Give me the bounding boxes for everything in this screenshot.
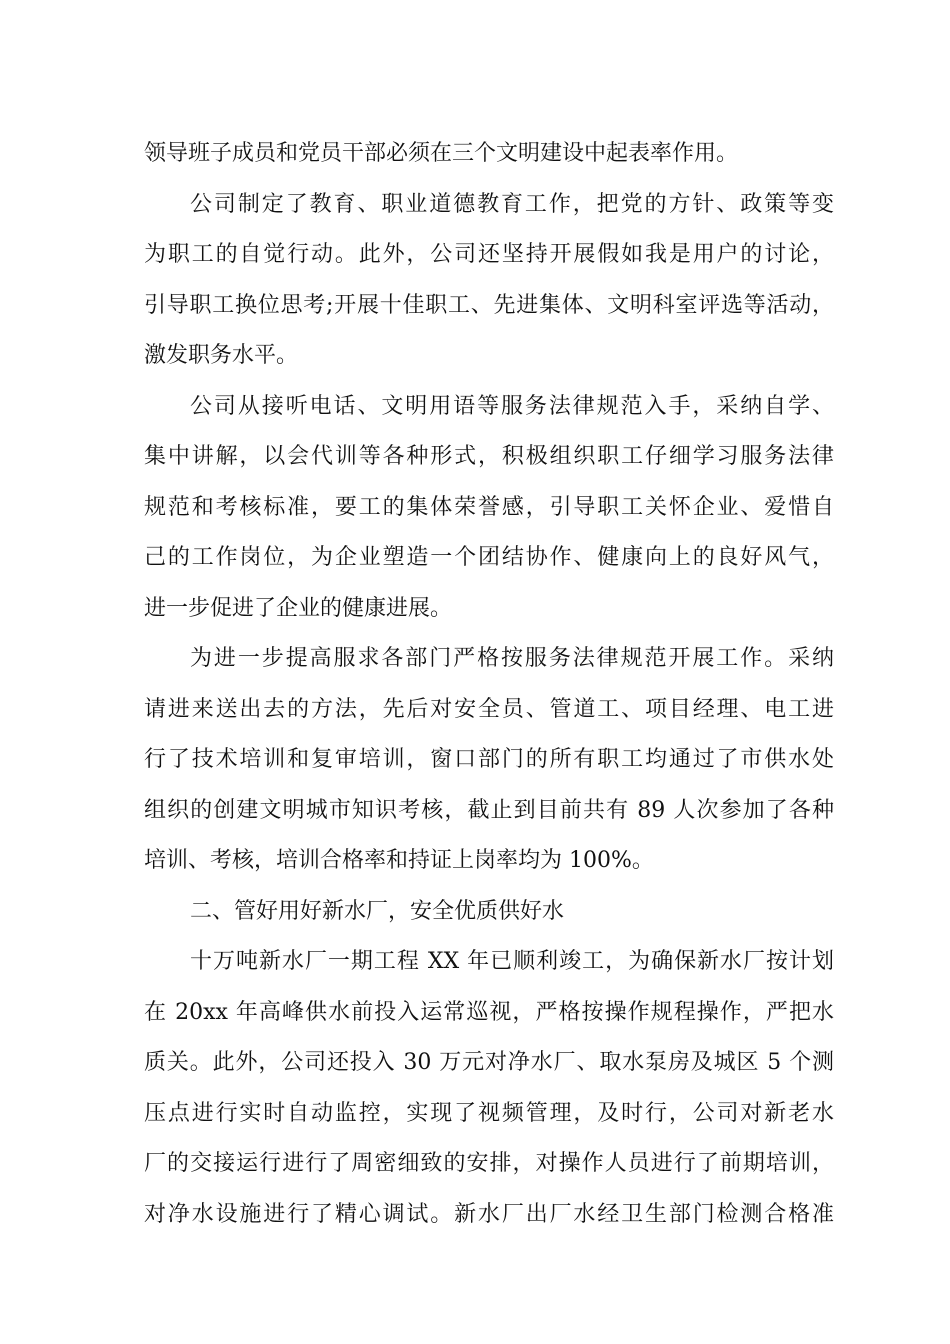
section-heading [144, 887, 834, 938]
text-line: 培训、考核，培训合格率和持证上岗率均为 100%。 [144, 848, 654, 873]
text-line: 规范和考核标准，要工的集体荣誉感，引导职工关怀企业、爱惜自 [144, 494, 834, 520]
text-line: 激发职务水平。 [144, 343, 299, 368]
text-line: 领导班子成员和党员干部必须在三个文明建设中起表率作用。 [144, 141, 739, 166]
text-line: 进一步促进了企业的健康进展。 [144, 595, 453, 621]
text-line: 公司制定了教育、职业道德教育工作，把党的方针、政策等变 [190, 191, 834, 217]
paragraph-5 [144, 937, 834, 1240]
text-line: 集中讲解，以会代训等各种形式，积极组织职工仔细学习服务法律 [144, 444, 834, 469]
heading-line: 二、管好用好新水厂，安全优质供好水 [190, 898, 565, 924]
text-line: 厂的交接运行进行了周密细致的安排，对操作人员进行了前期培训， [144, 1151, 834, 1176]
text-line: 为职工的自觉行动。此外，公司还坚持开展假如我是用户的讨论， [144, 242, 834, 267]
body-text [144, 129, 834, 1240]
text-line: 压点进行实时自动监控，实现了视频管理，及时行，公司对新老水 [144, 1100, 834, 1126]
text-line: 为进一步提高服求各部门严格按服务法律规范开展工作。采纳 [190, 646, 834, 671]
paragraph-3 [144, 382, 834, 635]
text-line: 己的工作岗位，为企业塑造一个团结协作、健康向上的良好风气， [144, 545, 834, 570]
text-line: 对净水设施进行了精心调试。新水厂出厂水经卫生部门检测合格准 [144, 1201, 834, 1227]
text-line: 质关。此外，公司还投入 30 万元对净水厂、取水泵房及城区 5 个测 [144, 1050, 834, 1075]
text-line: 行了技术培训和复审培训，窗口部门的所有职工均通过了市供水处 [144, 747, 834, 772]
paragraph-4 [144, 634, 834, 887]
text-line: 组织的创建文明城市知识考核，截止到目前共有 89 人次参加了各种 [144, 797, 834, 823]
text-line: 引导职工换位思考;开展十佳职工、先进集体、文明科室评选等活动， [144, 292, 834, 318]
text-line: 十万吨新水厂一期工程 XX 年已顺利竣工，为确保新水厂按计划 [190, 949, 834, 974]
text-line: 公司从接听电话、文明用语等服务法律规范入手，采纳自学、 [190, 393, 834, 419]
text-line: 请进来送出去的方法，先后对安全员、管道工、项目经理、电工进 [144, 696, 834, 722]
paragraph-2 [144, 180, 834, 382]
paragraph-1 [144, 129, 834, 180]
text-line: 在 20xx 年高峰供水前投入运常巡视，严格按操作规程操作，严把水 [144, 999, 834, 1025]
